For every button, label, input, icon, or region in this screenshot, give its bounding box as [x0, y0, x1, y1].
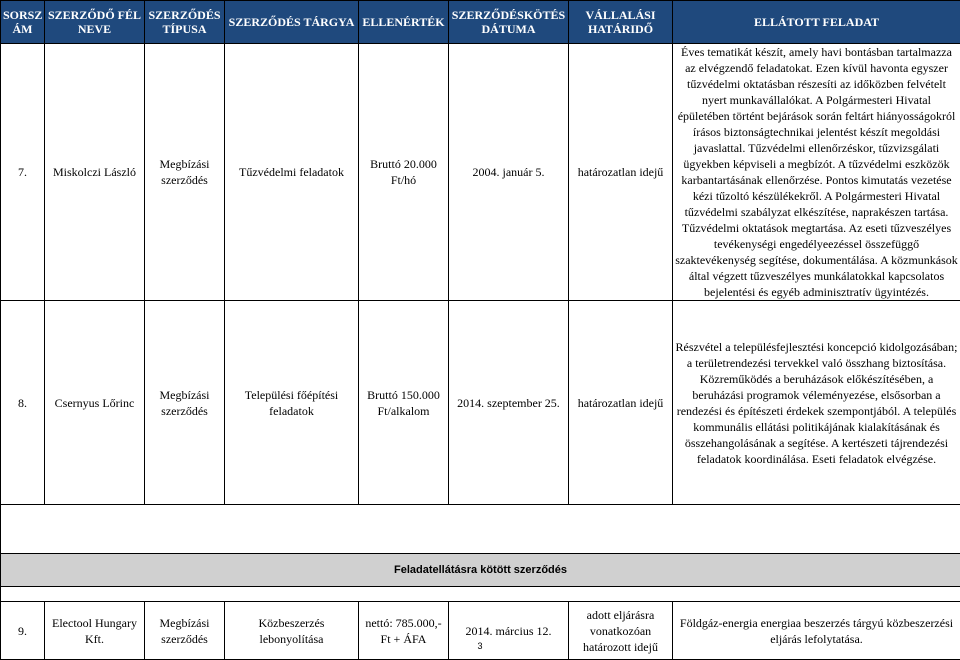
table-row: [1, 301, 960, 505]
row-number: 8.: [1, 301, 45, 505]
header-sorsz: SORSZ ÁM: [1, 1, 45, 44]
contract-deadline: határozatlan idejű: [569, 301, 673, 505]
contract-subject: Közbeszerzés lebonyolítása: [225, 602, 359, 660]
header-date: SZERZŐDÉSKÖTÉS DÁTUMA: [449, 1, 569, 44]
task-description: Részvétel a településfejlesztési koncepció kidolgozásában; a területrendezési tervekkel való összhang biztosítása. Közreműködés a beruházások előkészítésében, a beruházási programok véleményezése, elsősorban a rendezési és építészeti érdekek szempontjából. A település kommunális ellátási politikájának kialakításának és összehangolásának a segítése. A kertészeti tájrendezési feladatok koordinálása. Eseti feladatok elvégzése.: [673, 301, 960, 505]
task-description: Földgáz-energia energiaa beszerzés tárgyú közbeszerzési eljárás lefolytatása.: [673, 602, 960, 660]
section-row: [1, 554, 960, 587]
contract-fee: nettó: 785.000,- Ft + ÁFA: [359, 602, 449, 660]
header-row: [1, 1, 960, 44]
task-description: Éves tematikát készít, amely havi bontásban tartalmazza az elvégzendő feladatokat. Ezen kívül havonta egyszer tűzvédelmi oktatásban részesíti az időközben felvételt nyert munkavállalókat. A Polgármesteri Hivatal épületében történt bejárások során feltárt hiányosságokról írásos biztonságtechnikai jelentést készít megoldási javaslattal. Tűzvédelmi ellenőrzéskor, tűzvizsgálati ügyekben képviseli a megbízót. A tűzvédelmi eszközök karbantartásának ellenőrzése. Pontos kimutatás vezetése kézi tűzoltó készülékekről. A Polgármesteri Hivatal tűzvédelmi szabályzat elkészítése, naprakészen tartása. Tűzvédelmi oktatások megtartása. Az eseti tűzveszélyes tevékenységi engedélyeezéssel összefüggő szaktevékenység segítése, dokumentálása. A közmunkások által végzett tűzveszélyes munkálatokkal kapcsolatos bejelentési és egyéb adminisztratív ügyintézés.: [673, 44, 960, 301]
contract-type: Megbízási szerződés: [145, 602, 225, 660]
contract-date: 2014. szeptember 25.: [449, 301, 569, 505]
contract-subject: Tűzvédelmi feladatok: [225, 44, 359, 301]
party-name: Electool Hungary Kft.: [45, 602, 145, 660]
contract-subject: Települési főépítési feladatok: [225, 301, 359, 505]
header-task: ELLÁTOTT FELADAT: [673, 1, 960, 44]
contract-deadline: adott eljárásra vonatkozóan határozott idejű: [569, 602, 673, 660]
contract-fee: Bruttó 150.000 Ft/alkalom: [359, 301, 449, 505]
header-deadline: VÁLLALÁSI HATÁRIDŐ: [569, 1, 673, 44]
header-fee: ELLENÉRTÉK: [359, 1, 449, 44]
row-number: 9.: [1, 602, 45, 660]
table-row: [1, 44, 960, 301]
page-number: 3: [0, 641, 960, 651]
header-type: SZERZŐDÉS TÍPUSA: [145, 1, 225, 44]
spacer-row: [1, 505, 960, 554]
contract-date: 2014. március 12.: [449, 602, 569, 660]
contract-fee: Bruttó 20.000 Ft/hó: [359, 44, 449, 301]
contract-type: Megbízási szerződés: [145, 301, 225, 505]
party-name: Csernyus Lőrinc: [45, 301, 145, 505]
party-name: Miskolczi László: [45, 44, 145, 301]
section-title: Feladatellátásra kötött szerződés: [1, 554, 960, 587]
contract-date: 2004. január 5.: [449, 44, 569, 301]
contract-type: Megbízási szerződés: [145, 44, 225, 301]
contract-deadline: határozatlan idejű: [569, 44, 673, 301]
header-subject: SZERZŐDÉS TÁRGYA: [225, 1, 359, 44]
spacer-row: [1, 587, 960, 602]
header-party: SZERZŐDŐ FÉL NEVE: [45, 1, 145, 44]
row-number: 7.: [1, 44, 45, 301]
